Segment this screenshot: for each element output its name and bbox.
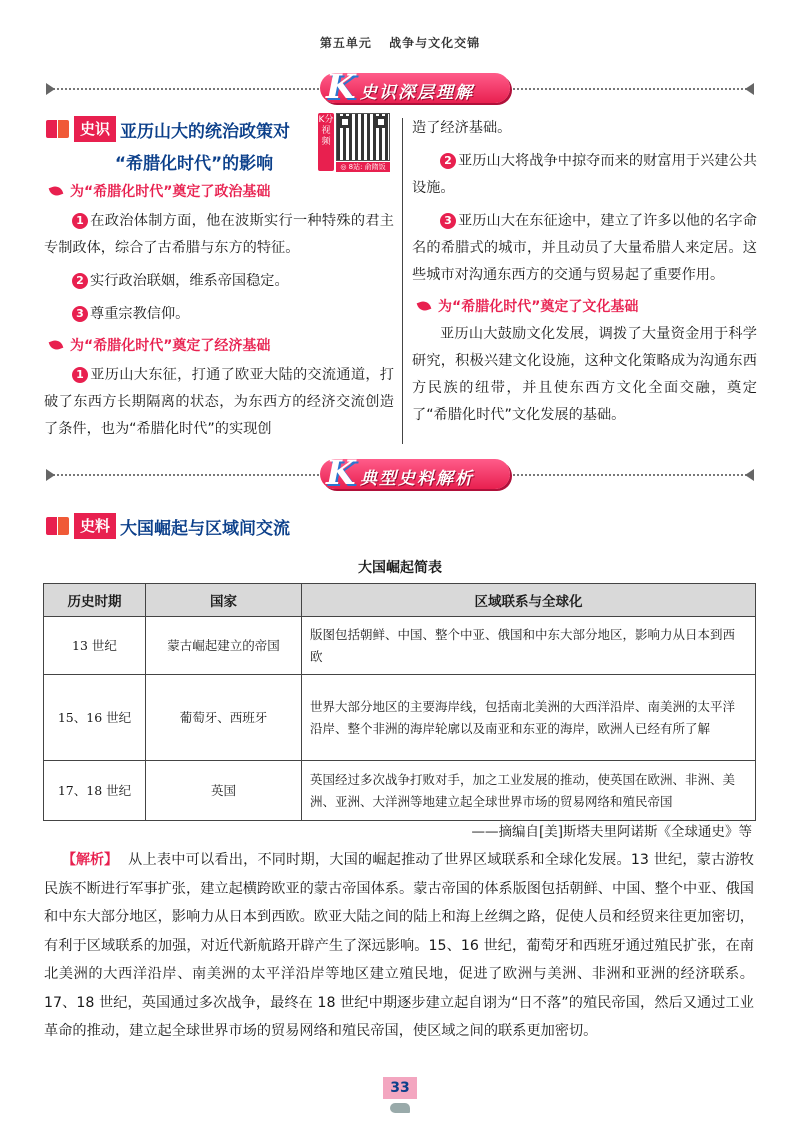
analysis-text: 从上表中可以看出，不同时期，大国的崛起推动了世界区域联系和全球化发展。13 世纪，蒙古游牧民族不断进行军事扩张，建立起横跨欧亚的蒙古帝国体系。蒙古帝国的体系版图包括朝鲜、中国、整个中亚、俄国和中东大部分地区，影响力从日本到西欧。欧亚大陆之间的陆上和海上丝绸之路，促使人员和经贸来往更加密切，有利于区域联系的加强，对近代新航路开辟产生了深远影响。15、16 世纪，葡萄牙和西班牙通过殖民扩张，在南北美洲的大西洋沿岸、南美洲的太平洋沿岸等地区建立殖民地，促进了欧洲与美洲、非洲和亚洲的经济联系。17、18 世纪，英国通过多次战争，最终在 18 世纪中期逐步建立起自诩为“日不落”的殖民帝国，然后又通过工业革命的推动，建立起全球世界市场的贸易网络和殖民帝国，使区域之间的联系更加密切。	[44, 852, 754, 1039]
subhead-political	[50, 180, 394, 202]
section-tag: 史识	[74, 116, 116, 142]
political-item-1	[44, 208, 394, 262]
arrow-right-icon	[745, 83, 754, 95]
number-badge-icon: 2	[72, 273, 88, 289]
source-tag-row	[44, 512, 290, 540]
subhead-text: 为“希腊化时代”奠定了经济基础	[70, 338, 271, 354]
qr-code-icon[interactable]	[336, 113, 390, 161]
section-banner-understanding	[50, 67, 750, 107]
book-icon	[44, 118, 72, 140]
economic-item-3	[412, 208, 757, 289]
arrow-left-icon	[46, 83, 55, 95]
source-tag: 史料	[74, 513, 116, 539]
banner-pill	[320, 453, 510, 493]
cell-country: 葡萄牙、西班牙	[146, 675, 302, 761]
leaf-icon	[49, 184, 64, 198]
economic-item-2	[412, 148, 757, 202]
table-row	[44, 761, 756, 821]
bird-icon	[390, 1103, 410, 1113]
subhead-text: 为“希腊化时代”奠定了政治基础	[70, 184, 271, 200]
table-header-row	[44, 584, 756, 617]
subhead-cultural	[418, 295, 757, 317]
number-badge-icon: 1	[72, 213, 88, 229]
item-text: 尊重宗教信仰。	[90, 306, 190, 322]
column-header: 国家	[146, 584, 302, 617]
cell-country: 蒙古崛起建立的帝国	[146, 617, 302, 675]
economic-item-1	[44, 362, 394, 443]
analysis-tag: 【解析】	[62, 852, 118, 868]
cell-desc: 版图包括朝鲜、中国、整个中亚、俄国和中东大部分地区，影响力从日本到西欧	[302, 617, 756, 675]
cell-period: 13 世纪	[44, 617, 146, 675]
table-row	[44, 675, 756, 761]
book-icon	[44, 515, 72, 537]
number-badge-icon: 1	[72, 367, 88, 383]
page-number: 33	[383, 1077, 417, 1099]
item-text: 在政治体制方面，他在波斯实行一种特殊的君主专制政体，综合了古希腊与东方的特征。	[44, 213, 394, 256]
k-logo-icon: K	[326, 453, 356, 493]
political-item-2	[44, 268, 394, 295]
qr-caption: ◎ 8站: 俞隋饭	[336, 162, 390, 172]
economic-item-1-continued: 造了经济基础。	[412, 120, 512, 136]
right-column	[412, 115, 757, 429]
item-text: 亚历山大在东征途中，建立了许多以他的名字命名的希腊式的城市，并且动员了大量希腊人来定居。这些城市对沟通东西方的交通与贸易起了重要作用。	[412, 213, 757, 283]
column-header: 历史时期	[44, 584, 146, 617]
qr-side-label: K分视频	[318, 113, 334, 171]
column-divider	[402, 118, 403, 444]
history-table	[43, 583, 756, 821]
cell-country: 英国	[146, 761, 302, 821]
table-title: 大国崛起简表	[358, 560, 442, 576]
unit-title: 战争与文化交锦	[389, 36, 481, 50]
arrow-right-icon	[745, 469, 754, 481]
leaf-icon	[417, 299, 432, 313]
item-text: 亚历山大将战争中掠夺而来的财富用于兴建公共设施。	[412, 153, 757, 196]
analysis-block	[44, 846, 754, 1046]
political-item-3	[44, 301, 394, 328]
cell-period: 17、18 世纪	[44, 761, 146, 821]
banner-pill	[320, 67, 510, 107]
banner-title: 史识深层理解	[360, 83, 474, 103]
cell-desc: 世界大部分地区的主要海岸线，包括南北美洲的大西洋沿岸、南美洲的太平洋沿岸、整个非洲的海岸轮廓以及南亚和东亚的海岸，欧洲人已经有所了解	[302, 675, 756, 761]
arrow-left-icon	[46, 469, 55, 481]
page-header	[0, 34, 800, 51]
cell-period: 15、16 世纪	[44, 675, 146, 761]
left-column	[44, 115, 394, 443]
section-title-line1: 亚历山大的统治政策对	[120, 121, 291, 142]
section-banner-sources	[50, 453, 750, 493]
subhead-text: 为“希腊化时代”奠定了文化基础	[438, 299, 639, 315]
cell-desc: 英国经过多次战争打败对手，加之工业发展的推动，使英国在欧洲、非洲、美洲、亚洲、大洋洲等地建立起全球世界市场的贸易网络和殖民帝国	[302, 761, 756, 821]
unit-label: 第五单元	[319, 36, 372, 50]
citation: ——摘编自[美]斯塔夫里阿诺斯《全球通史》等	[471, 824, 752, 840]
k-logo-icon: K	[326, 67, 356, 107]
section-title-line2: “希腊化时代”的影响	[114, 154, 274, 174]
banner-title: 典型史料解析	[360, 469, 474, 489]
qr-code-block[interactable]	[318, 113, 394, 171]
subhead-economic	[50, 334, 394, 356]
item-text: 亚历山大东征，打通了欧亚大陆的交流通道，打破了东西方长期隔离的状态，为东西方的经济交流创造了条件，也为“希腊化时代”的实现创	[44, 367, 394, 437]
leaf-icon	[49, 338, 64, 352]
source-title: 大国崛起与区域间交流	[120, 518, 291, 539]
number-badge-icon: 2	[440, 153, 456, 169]
item-text: 实行政治联姻，维系帝国稳定。	[90, 273, 289, 289]
table-row	[44, 617, 756, 675]
number-badge-icon: 3	[440, 213, 456, 229]
column-header: 区域联系与全球化	[302, 584, 756, 617]
number-badge-icon: 3	[72, 306, 88, 322]
cultural-text: 亚历山大鼓励文化发展，调拨了大量资金用于科学研究，积极兴建文化设施，这种文化策略成为沟通东西方民族的纽带，并且使东西方文化全面交融，奠定了“希腊化时代”文化发展的基础。	[412, 326, 757, 423]
